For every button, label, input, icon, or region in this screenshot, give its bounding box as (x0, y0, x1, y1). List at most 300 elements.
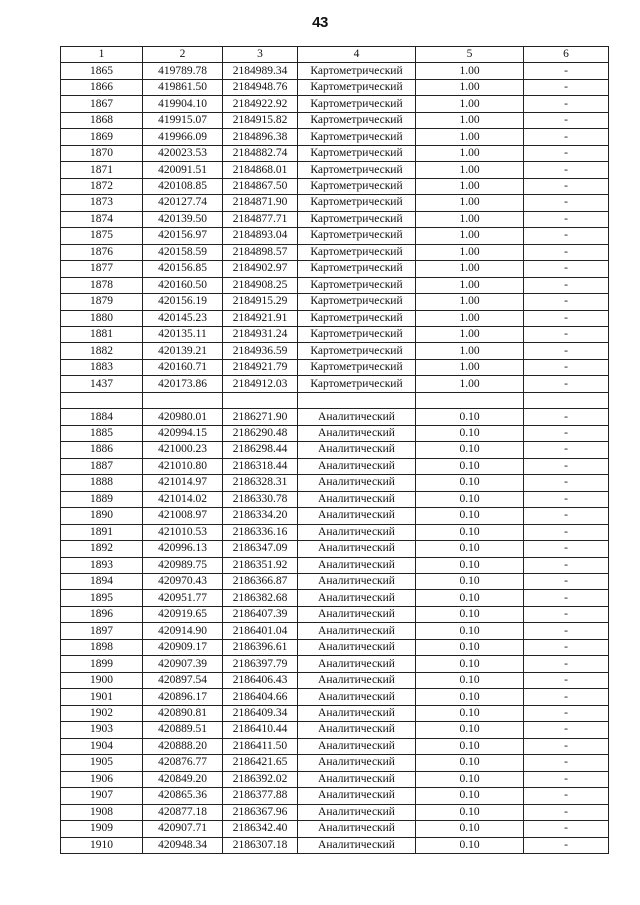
table-row (61, 590, 609, 606)
table-row (61, 228, 609, 244)
y-coordinate-cell: 2184871.90 (223, 195, 298, 211)
method-cell: Аналитический (298, 508, 416, 524)
point-number-cell: 1894 (61, 574, 143, 590)
x-coordinate-cell: 420888.20 (143, 738, 223, 754)
method-cell: Аналитический (298, 804, 416, 820)
method-cell: Аналитический (298, 541, 416, 557)
method-cell: Картометрический (298, 326, 416, 342)
x-coordinate-cell: 420907.39 (143, 656, 223, 672)
point-number-cell: 1900 (61, 672, 143, 688)
y-coordinate-cell: 2186410.44 (223, 722, 298, 738)
y-coordinate-cell: 2186409.34 (223, 705, 298, 721)
accuracy-cell: 0.10 (416, 524, 524, 540)
note-cell: - (524, 228, 609, 244)
table-row (61, 821, 609, 837)
note-cell: - (524, 343, 609, 359)
table-row (61, 771, 609, 787)
table-row (61, 656, 609, 672)
note-cell: - (524, 574, 609, 590)
x-coordinate-cell: 420173.86 (143, 376, 223, 392)
table-row (61, 639, 609, 655)
accuracy-cell: 0.10 (416, 722, 524, 738)
note-cell: - (524, 639, 609, 655)
table-row (61, 672, 609, 688)
method-cell: Картометрический (298, 129, 416, 145)
accuracy-cell: 1.00 (416, 145, 524, 161)
y-coordinate-cell: 2184898.57 (223, 244, 298, 260)
x-coordinate-cell: 420849.20 (143, 771, 223, 787)
accuracy-cell: 0.10 (416, 475, 524, 491)
point-number-cell: 1865 (61, 63, 143, 79)
x-coordinate-cell: 419904.10 (143, 96, 223, 112)
point-number-cell: 1889 (61, 491, 143, 507)
note-cell: - (524, 771, 609, 787)
y-coordinate-cell: 2184912.03 (223, 376, 298, 392)
y-coordinate-cell: 2186397.79 (223, 656, 298, 672)
point-number-cell: 1881 (61, 326, 143, 342)
y-coordinate-cell: 2186290.48 (223, 425, 298, 441)
table-row (61, 195, 609, 211)
note-cell: - (524, 261, 609, 277)
note-cell: - (524, 590, 609, 606)
y-coordinate-cell: 2186271.90 (223, 409, 298, 425)
accuracy-cell: 0.10 (416, 590, 524, 606)
page-number: 43 (312, 14, 328, 31)
point-number-cell: 1884 (61, 409, 143, 425)
y-coordinate-cell (223, 392, 298, 408)
y-coordinate-cell: 2186367.96 (223, 804, 298, 820)
note-cell: - (524, 178, 609, 194)
note-cell: - (524, 326, 609, 342)
point-number-cell: 1876 (61, 244, 143, 260)
method-cell: Аналитический (298, 409, 416, 425)
table-row (61, 541, 609, 557)
note-cell: - (524, 491, 609, 507)
y-coordinate-cell: 2186406.43 (223, 672, 298, 688)
x-coordinate-cell: 420970.43 (143, 574, 223, 590)
table-row (61, 376, 609, 392)
table-row (61, 112, 609, 128)
y-coordinate-cell: 2184896.38 (223, 129, 298, 145)
coordinates-table (60, 46, 609, 854)
accuracy-cell: 1.00 (416, 244, 524, 260)
accuracy-cell: 0.10 (416, 623, 524, 639)
y-coordinate-cell: 2184922.92 (223, 96, 298, 112)
column-header: 3 (223, 47, 298, 63)
point-number-cell: 1887 (61, 458, 143, 474)
note-cell: - (524, 722, 609, 738)
method-cell: Картометрический (298, 261, 416, 277)
y-coordinate-cell: 2184915.29 (223, 294, 298, 310)
column-header: 5 (416, 47, 524, 63)
table-row (61, 606, 609, 622)
y-coordinate-cell: 2186377.88 (223, 788, 298, 804)
column-header: 4 (298, 47, 416, 63)
point-number-cell (61, 392, 143, 408)
accuracy-cell: 0.10 (416, 738, 524, 754)
x-coordinate-cell: 420865.36 (143, 788, 223, 804)
note-cell: - (524, 672, 609, 688)
note-cell: - (524, 425, 609, 441)
note-cell: - (524, 475, 609, 491)
x-coordinate-cell: 420145.23 (143, 310, 223, 326)
method-cell: Картометрический (298, 79, 416, 95)
point-number-cell: 1909 (61, 821, 143, 837)
y-coordinate-cell: 2184915.82 (223, 112, 298, 128)
x-coordinate-cell: 419861.50 (143, 79, 223, 95)
accuracy-cell: 1.00 (416, 310, 524, 326)
accuracy-cell: 1.00 (416, 376, 524, 392)
accuracy-cell: 0.10 (416, 425, 524, 441)
method-cell: Аналитический (298, 458, 416, 474)
x-coordinate-cell: 420160.71 (143, 359, 223, 375)
x-coordinate-cell: 420158.59 (143, 244, 223, 260)
method-cell (298, 392, 416, 408)
point-number-cell: 1883 (61, 359, 143, 375)
x-coordinate-cell: 419915.07 (143, 112, 223, 128)
method-cell: Аналитический (298, 788, 416, 804)
column-header: 2 (143, 47, 223, 63)
y-coordinate-cell: 2184893.04 (223, 228, 298, 244)
accuracy-cell: 0.10 (416, 689, 524, 705)
y-coordinate-cell: 2184908.25 (223, 277, 298, 293)
accuracy-cell: 1.00 (416, 195, 524, 211)
accuracy-cell: 1.00 (416, 343, 524, 359)
x-coordinate-cell: 420996.13 (143, 541, 223, 557)
point-number-cell: 1879 (61, 294, 143, 310)
table-row (61, 442, 609, 458)
point-number-cell: 1869 (61, 129, 143, 145)
note-cell: - (524, 442, 609, 458)
table-row (61, 326, 609, 342)
table-row (61, 623, 609, 639)
accuracy-cell: 1.00 (416, 129, 524, 145)
method-cell: Картометрический (298, 63, 416, 79)
table-row (61, 475, 609, 491)
point-number-cell: 1897 (61, 623, 143, 639)
x-coordinate-cell: 420897.54 (143, 672, 223, 688)
note-cell: - (524, 129, 609, 145)
method-cell: Аналитический (298, 574, 416, 590)
x-coordinate-cell: 420135.11 (143, 326, 223, 342)
accuracy-cell: 0.10 (416, 705, 524, 721)
method-cell: Аналитический (298, 837, 416, 853)
point-number-cell: 1899 (61, 656, 143, 672)
note-cell: - (524, 837, 609, 853)
x-coordinate-cell: 419789.78 (143, 63, 223, 79)
note-cell: - (524, 211, 609, 227)
point-number-cell: 1901 (61, 689, 143, 705)
method-cell: Картометрический (298, 310, 416, 326)
x-coordinate-cell: 420994.15 (143, 425, 223, 441)
table-row (61, 178, 609, 194)
method-cell: Аналитический (298, 606, 416, 622)
x-coordinate-cell: 420907.71 (143, 821, 223, 837)
note-cell: - (524, 755, 609, 771)
accuracy-cell: 1.00 (416, 277, 524, 293)
y-coordinate-cell: 2186307.18 (223, 837, 298, 853)
table-row (61, 738, 609, 754)
table-row (61, 162, 609, 178)
point-number-cell: 1907 (61, 788, 143, 804)
point-number-cell: 1886 (61, 442, 143, 458)
method-cell: Картометрический (298, 96, 416, 112)
point-number-cell: 1867 (61, 96, 143, 112)
table-row (61, 294, 609, 310)
x-coordinate-cell: 421008.97 (143, 508, 223, 524)
accuracy-cell: 0.10 (416, 606, 524, 622)
accuracy-cell: 0.10 (416, 574, 524, 590)
note-cell: - (524, 294, 609, 310)
table-header-row (61, 47, 609, 63)
table-row (61, 425, 609, 441)
y-coordinate-cell: 2186351.92 (223, 557, 298, 573)
note-cell: - (524, 195, 609, 211)
method-cell: Аналитический (298, 771, 416, 787)
x-coordinate-cell: 420876.77 (143, 755, 223, 771)
method-cell: Картометрический (298, 195, 416, 211)
x-coordinate-cell: 420160.50 (143, 277, 223, 293)
table-row (61, 211, 609, 227)
accuracy-cell: 0.10 (416, 541, 524, 557)
x-coordinate-cell: 421010.53 (143, 524, 223, 540)
point-number-cell: 1866 (61, 79, 143, 95)
method-cell: Аналитический (298, 656, 416, 672)
y-coordinate-cell: 2184921.91 (223, 310, 298, 326)
point-number-cell: 1875 (61, 228, 143, 244)
point-number-cell: 1891 (61, 524, 143, 540)
method-cell: Аналитический (298, 475, 416, 491)
x-coordinate-cell (143, 392, 223, 408)
note-cell: - (524, 689, 609, 705)
accuracy-cell: 1.00 (416, 162, 524, 178)
method-cell: Аналитический (298, 442, 416, 458)
y-coordinate-cell: 2186330.78 (223, 491, 298, 507)
table-row (61, 343, 609, 359)
note-cell: - (524, 804, 609, 820)
x-coordinate-cell: 420909.17 (143, 639, 223, 655)
accuracy-cell: 1.00 (416, 261, 524, 277)
table-row (61, 574, 609, 590)
table-row (61, 261, 609, 277)
accuracy-cell: 0.10 (416, 656, 524, 672)
table-row (61, 79, 609, 95)
table-body (61, 63, 609, 854)
note-cell: - (524, 508, 609, 524)
note-cell: - (524, 359, 609, 375)
note-cell: - (524, 705, 609, 721)
method-cell: Картометрический (298, 343, 416, 359)
y-coordinate-cell: 2186298.44 (223, 442, 298, 458)
note-cell: - (524, 112, 609, 128)
method-cell: Аналитический (298, 557, 416, 573)
method-cell: Аналитический (298, 672, 416, 688)
y-coordinate-cell: 2186366.87 (223, 574, 298, 590)
table-row (61, 557, 609, 573)
point-number-cell: 1888 (61, 475, 143, 491)
point-number-cell: 1871 (61, 162, 143, 178)
column-header: 1 (61, 47, 143, 63)
point-number-cell: 1904 (61, 738, 143, 754)
y-coordinate-cell: 2186336.16 (223, 524, 298, 540)
accuracy-cell: 1.00 (416, 211, 524, 227)
point-number-cell: 1905 (61, 755, 143, 771)
accuracy-cell: 0.10 (416, 821, 524, 837)
method-cell: Аналитический (298, 821, 416, 837)
table-row (61, 837, 609, 853)
x-coordinate-cell: 420980.01 (143, 409, 223, 425)
accuracy-cell: 0.10 (416, 788, 524, 804)
x-coordinate-cell: 421014.97 (143, 475, 223, 491)
method-cell: Картометрический (298, 244, 416, 260)
x-coordinate-cell: 420989.75 (143, 557, 223, 573)
y-coordinate-cell: 2184882.74 (223, 145, 298, 161)
point-number-cell: 1896 (61, 606, 143, 622)
method-cell: Картометрический (298, 112, 416, 128)
point-number-cell: 1872 (61, 178, 143, 194)
accuracy-cell: 1.00 (416, 178, 524, 194)
y-coordinate-cell: 2184868.01 (223, 162, 298, 178)
point-number-cell: 1885 (61, 425, 143, 441)
method-cell: Картометрический (298, 228, 416, 244)
method-cell: Аналитический (298, 738, 416, 754)
method-cell: Аналитический (298, 425, 416, 441)
x-coordinate-cell: 421000.23 (143, 442, 223, 458)
table-row (61, 458, 609, 474)
accuracy-cell: 1.00 (416, 79, 524, 95)
x-coordinate-cell: 420108.85 (143, 178, 223, 194)
accuracy-cell: 0.10 (416, 557, 524, 573)
method-cell: Аналитический (298, 491, 416, 507)
note-cell: - (524, 310, 609, 326)
x-coordinate-cell: 420139.50 (143, 211, 223, 227)
x-coordinate-cell: 420951.77 (143, 590, 223, 606)
method-cell: Картометрический (298, 178, 416, 194)
note-cell: - (524, 541, 609, 557)
method-cell: Аналитический (298, 639, 416, 655)
point-number-cell: 1892 (61, 541, 143, 557)
accuracy-cell: 1.00 (416, 294, 524, 310)
accuracy-cell: 1.00 (416, 96, 524, 112)
y-coordinate-cell: 2186392.02 (223, 771, 298, 787)
note-cell: - (524, 606, 609, 622)
table-row (61, 491, 609, 507)
method-cell: Картометрический (298, 359, 416, 375)
table-row (61, 145, 609, 161)
table-row (61, 277, 609, 293)
table-row (61, 359, 609, 375)
point-number-cell: 1908 (61, 804, 143, 820)
accuracy-cell: 0.10 (416, 672, 524, 688)
accuracy-cell (416, 392, 524, 408)
note-cell: - (524, 79, 609, 95)
table-row (61, 409, 609, 425)
y-coordinate-cell: 2186407.39 (223, 606, 298, 622)
note-cell: - (524, 458, 609, 474)
y-coordinate-cell: 2184936.59 (223, 343, 298, 359)
table-row (61, 508, 609, 524)
accuracy-cell: 0.10 (416, 442, 524, 458)
point-number-cell: 1877 (61, 261, 143, 277)
table-row (61, 755, 609, 771)
x-coordinate-cell: 420889.51 (143, 722, 223, 738)
x-coordinate-cell: 420890.81 (143, 705, 223, 721)
x-coordinate-cell: 421010.80 (143, 458, 223, 474)
table-row (61, 788, 609, 804)
x-coordinate-cell: 420877.18 (143, 804, 223, 820)
y-coordinate-cell: 2186401.04 (223, 623, 298, 639)
x-coordinate-cell: 420156.85 (143, 261, 223, 277)
method-cell: Аналитический (298, 590, 416, 606)
x-coordinate-cell: 420156.97 (143, 228, 223, 244)
point-number-cell: 1874 (61, 211, 143, 227)
note-cell: - (524, 376, 609, 392)
table-row (61, 689, 609, 705)
accuracy-cell: 1.00 (416, 63, 524, 79)
point-number-cell: 1868 (61, 112, 143, 128)
method-cell: Аналитический (298, 689, 416, 705)
point-number-cell: 1902 (61, 705, 143, 721)
note-cell: - (524, 409, 609, 425)
accuracy-cell: 0.10 (416, 458, 524, 474)
note-cell: - (524, 162, 609, 178)
point-number-cell: 1880 (61, 310, 143, 326)
method-cell: Аналитический (298, 722, 416, 738)
table-row (61, 392, 609, 408)
x-coordinate-cell: 420091.51 (143, 162, 223, 178)
column-header: 6 (524, 47, 609, 63)
note-cell: - (524, 623, 609, 639)
accuracy-cell: 0.10 (416, 771, 524, 787)
point-number-cell: 1906 (61, 771, 143, 787)
table-row (61, 129, 609, 145)
x-coordinate-cell: 420139.21 (143, 343, 223, 359)
note-cell: - (524, 557, 609, 573)
note-cell: - (524, 145, 609, 161)
point-number-cell: 1895 (61, 590, 143, 606)
accuracy-cell: 0.10 (416, 639, 524, 655)
point-number-cell: 1910 (61, 837, 143, 853)
accuracy-cell: 1.00 (416, 112, 524, 128)
note-cell: - (524, 821, 609, 837)
point-number-cell: 1437 (61, 376, 143, 392)
x-coordinate-cell: 420914.90 (143, 623, 223, 639)
accuracy-cell: 1.00 (416, 228, 524, 244)
note-cell: - (524, 244, 609, 260)
method-cell: Картометрический (298, 211, 416, 227)
accuracy-cell: 1.00 (416, 326, 524, 342)
accuracy-cell: 0.10 (416, 804, 524, 820)
table-row (61, 244, 609, 260)
point-number-cell: 1882 (61, 343, 143, 359)
x-coordinate-cell: 420919.65 (143, 606, 223, 622)
point-number-cell: 1898 (61, 639, 143, 655)
accuracy-cell: 0.10 (416, 837, 524, 853)
table-row (61, 310, 609, 326)
y-coordinate-cell: 2184948.76 (223, 79, 298, 95)
accuracy-cell: 0.10 (416, 508, 524, 524)
point-number-cell: 1873 (61, 195, 143, 211)
table-row (61, 524, 609, 540)
y-coordinate-cell: 2184931.24 (223, 326, 298, 342)
point-number-cell: 1870 (61, 145, 143, 161)
y-coordinate-cell: 2184867.50 (223, 178, 298, 194)
accuracy-cell: 0.10 (416, 755, 524, 771)
y-coordinate-cell: 2186404.66 (223, 689, 298, 705)
accuracy-cell: 1.00 (416, 359, 524, 375)
point-number-cell: 1893 (61, 557, 143, 573)
y-coordinate-cell: 2184989.34 (223, 63, 298, 79)
